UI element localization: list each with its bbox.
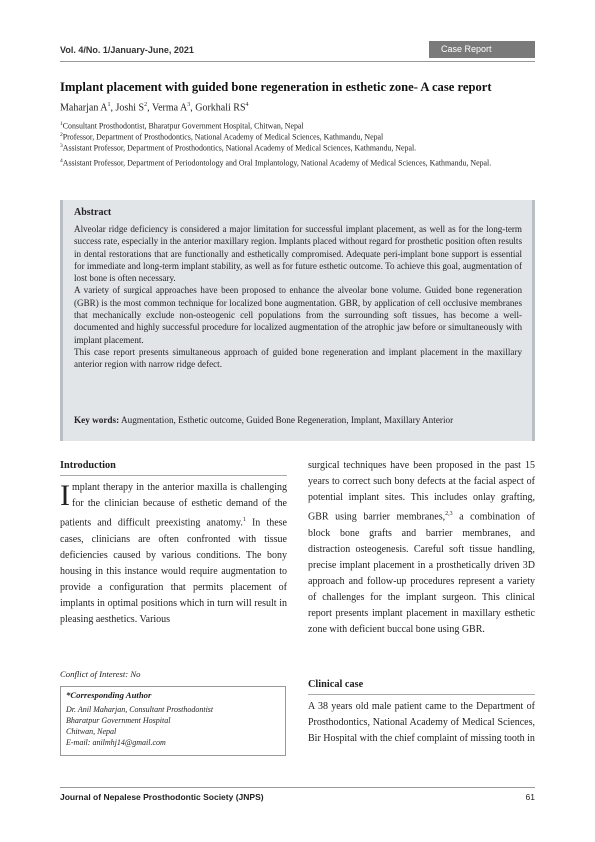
footer-divider bbox=[60, 787, 535, 788]
affiliation-sup: 3 bbox=[60, 143, 63, 149]
body-text: mplant therapy in the anterior maxilla is challenging for the clinician because of esthetic demand of the patients and difficult preexisting anatomy. bbox=[60, 482, 287, 529]
affiliation-text: Assistant Professor, Department of Periodontology and Oral Implantology, National Academy of Medical Sciences, Kathmandu, Nepal. bbox=[62, 158, 492, 168]
affiliation-sup: 1 bbox=[60, 121, 63, 127]
abstract-paragraph: This case report presents simultaneous approach of guided bone regeneration and implant placement in the maxillary anterior region with narrow ridge defect. bbox=[74, 346, 522, 370]
affiliation-text: Consultant Prosthodontist, Bharatpur Government Hospital, Chitwan, Nepal bbox=[62, 121, 304, 131]
header-divider bbox=[60, 61, 535, 62]
corresponding-line: Bharatpur Government Hospital bbox=[66, 716, 171, 725]
article-type-badge: Case Report bbox=[429, 41, 535, 58]
clinical-case-heading: Clinical case bbox=[308, 679, 364, 690]
author-name: Maharjan A bbox=[60, 102, 108, 114]
affiliation-text: Professor, Department of Prosthodontics, National Academy of Medical Sciences, Kathmandu, Nepal bbox=[62, 132, 384, 142]
issue-info: Vol. 4/No. 1/January-June, 2021 bbox=[60, 45, 194, 55]
keywords-text: Augmentation, Esthetic outcome, Guided Bone Regeneration, Implant, Maxillary Anterior bbox=[120, 415, 454, 425]
body-text: surgical techniques have been proposed in the past 15 years to correct such bony defects at the facial aspect of potential implant sites. This includes onlay grafting, GBR using barrier membranes, bbox=[308, 460, 535, 523]
corresponding-author-heading: *Corresponding Author bbox=[66, 690, 152, 700]
article-title: Implant placement with guided bone regeneration in esthetic zone- A case report bbox=[60, 80, 492, 94]
abstract-heading: Abstract bbox=[74, 207, 112, 218]
abstract-paragraph: A variety of surgical approaches have been proposed to enhance the alveolar bone volume. Guided bone regeneration (GBR) is the most common technique for localized bone augmentation. GBR, by application of cell occlusive membranes that mechanically exclude non-osteogenic cell populations from the surrounding soft tissues, has become a well-documented and highly successful procedure for localized augmentation of the atrophic jaw before or simultaneously with implant placement. bbox=[74, 285, 522, 345]
clinical-case-text: A 38 years old male patient came to the Department of Prosthodontics, National Academy of Medical Sciences, Bir Hospital with the chief complaint of missing tooth in bbox=[308, 701, 535, 745]
affiliation-sup: 4 bbox=[60, 158, 63, 164]
section-divider bbox=[308, 694, 535, 695]
journal-name: Journal of Nepalese Prosthodontic Society (JNPS) bbox=[60, 792, 264, 802]
keywords-label: Key words: bbox=[74, 415, 120, 425]
author-sup: 3 bbox=[187, 102, 191, 108]
author-name: Verma A bbox=[151, 102, 188, 114]
section-divider bbox=[60, 475, 287, 476]
corresponding-line: Dr. Anil Maharjan, Consultant Prosthodontist bbox=[66, 705, 214, 714]
body-text: a combination of block bone grafts and barrier membranes, and distraction osteogenesis. Careful soft tissue handling, precise implant placement in a prosthetically driven 3D approach and follow-up procedures represent a variety of challenges for the implant surgeon. This clinical report presents implant placement in maxillary esthetic zone with deficient buccal bone using GBR. bbox=[308, 511, 535, 636]
affiliation-text: Assistant Professor, Department of Prosthodontics, National Academy of Medical Sciences, Kathmandu, Nepal. bbox=[62, 143, 417, 153]
corresponding-line: Chitwan, Nepal bbox=[66, 727, 117, 736]
citation-sup: 2,3 bbox=[445, 511, 453, 518]
dropcap: I bbox=[60, 479, 70, 512]
author-sup: 2 bbox=[144, 102, 148, 108]
corresponding-email: E-mail: anilmhj14@gmail.com bbox=[66, 738, 166, 747]
citation-sup: 1 bbox=[242, 517, 246, 524]
introduction-left-column bbox=[60, 480, 287, 628]
author-sup: 4 bbox=[245, 102, 249, 108]
abstract-paragraph: Alveolar ridge deficiency is considered a major limitation for successful implant placement, as well as for the long-term success rate, especially in the anterior maxillary region. Implants placed without regard for prosthetic position often results in dental restorations that are functionally and esthetically compromised. Adequate peri-implant bone support is essential for immediate and long-term implant stability, as well as for future esthetic outcome. To achieve this goal, augmentation of lost bone is often necessary. bbox=[74, 224, 522, 284]
introduction-right-column bbox=[308, 458, 535, 638]
affiliation bbox=[60, 141, 540, 154]
affiliation-sup: 2 bbox=[60, 132, 63, 138]
author-list: Maharjan $A^1$, Joshi $S^2$, Verma $A^3$, Gorkhali $RS^4$ bbox=[60, 102, 249, 114]
author-name: Joshi S bbox=[115, 102, 145, 114]
keywords bbox=[74, 415, 529, 425]
page-number: 61 bbox=[525, 792, 535, 802]
affiliation bbox=[60, 156, 540, 169]
conflict-of-interest: Conflict of Interest: No bbox=[60, 669, 141, 679]
author-name: Gorkhali RS bbox=[195, 102, 246, 114]
abstract-body bbox=[74, 223, 522, 371]
introduction-heading: Introduction bbox=[60, 460, 116, 471]
author-sup: 1 bbox=[107, 102, 111, 108]
body-text: In these cases, clinicians are often confronted with tissue deficiencies caused by various conditions. The bony housing in this instance would require augmentation to provide a configuration that permits placement of implants in optimal positions which in turn will result in pleasing aesthetics. Various bbox=[60, 517, 287, 626]
